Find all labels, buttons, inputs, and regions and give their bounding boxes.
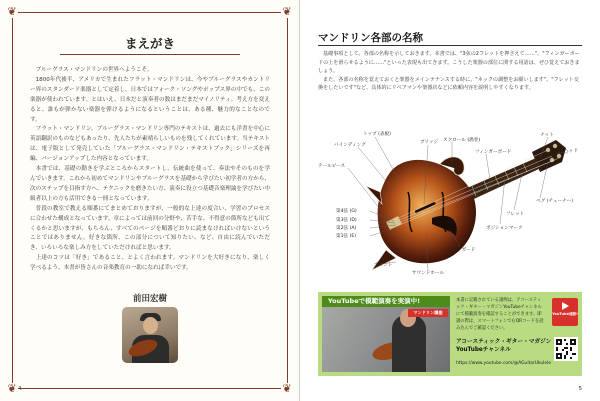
play-icon [562, 302, 569, 310]
intro-paragraph: 基礎事項として、各部の名称を示しておきます。本書では、"3弦の2フレットを押さえて……"、"フィンガーボードの上を滑らせるように……"といった表現も出てきます。こうした楽器の部位に関する用語は、ぜひ覚えておきましょう。 [318, 51, 580, 75]
label-neck: ネック [472, 187, 486, 192]
intro-paragraph: また、各部の名称を覚えておくと楽器をメインテナンスする時に、"ネックの調整をお願いします"、"フレット交換をしたいです"など、具体的にリペアマンや楽器店などに依頼内容を説明しやすくなります。 [318, 76, 579, 92]
youtube-photo [322, 307, 450, 372]
preface-paragraph: 本書では、基礎の動きを学ぶところからスタートし、伝統曲を使って、奏法やそのものを学んでいきます。これから初めてマンドリンやブルーグラスを基礎から学びたい初学者の方から、次のステップを目指す方へ、テクニックを磨きたい方、演奏に役立つ基礎音楽理論を学びたい中級者以上の方も活用できる一冊となっています。 [30, 166, 270, 202]
channel-line: アコースティック・ギター・マガジン [456, 339, 552, 345]
label-string1: 第1弦 (E) [336, 234, 357, 239]
preface-paragraph: 1800年代後半、アメリカで生まれたフラット・マンドリンは、今やブルーグラスやカントリー界のスタンダード楽器として定着し、日本ではフォーク・ソングやポップス界の中でも、この楽器が使われています。とはいえ、日本だと演奏者の数はまだまだマイノリティ。考え方を変えると、誰もが弾かない楽器を弾けるようになるということは、ある種、魅力的なことなのです。 [30, 76, 270, 123]
label-binding: バインディング [334, 143, 366, 148]
label-scroll: スクロール (渦巻) [443, 138, 481, 143]
label-fingerboard: フィンガーボード [475, 150, 512, 155]
label-tailpiece: テールピース [318, 164, 346, 169]
channel-line: YouTubeチャンネル [456, 347, 511, 353]
preface-paragraph: 上達のコツは「好き」であること、とよく言われます。マンドリンを大好きになり、楽しく学べるよう、本書が皆さんの音楽教育の一助になれば幸いです。 [30, 255, 270, 272]
section-title: マンドリン各部の名称 [318, 32, 423, 44]
preface-paragraph: フラット・マンドリン、ブルーグラス・マンドリン専門のテキストは、過去にも洋書を中心に英語翻訳のものなどもあったり、先人たちが素晴らしいものを残してくれています。当テキストは、電子版として発売していた「ブルーグラス・マンドリン・テキストブック」シリーズを再編、バージョンアップした内容となっています。 [30, 126, 270, 163]
corner-ornament-icon: ❦ [282, 5, 292, 18]
preface-paragraph: ブルーグラス・マンドリンの世界へようこそ。 [35, 67, 153, 73]
section-intro [318, 50, 582, 93]
label-head: ヘッド [564, 149, 578, 154]
youtube-description: 本書に記載されている譜例は、アコースティック・ギター・マガジンYouTubeチャンネルにて模範演奏を確認することができます。即譜の際は、スマートフォンで右QRコードを読み込んでご確認ください。 [456, 298, 544, 331]
label-peg: ペグ (チューナー) [536, 199, 574, 204]
photo-tag: マンドリン講座 [408, 309, 448, 317]
youtube-badge [552, 298, 578, 326]
label-nut: ナット [540, 133, 554, 138]
badge-label: YouTube連動! [552, 312, 578, 316]
right-page [300, 0, 600, 401]
youtube-panel [318, 292, 582, 376]
label-string2: 第2弦 (A) [336, 226, 357, 231]
author-name: 前田宏樹 [132, 294, 167, 304]
channel-url[interactable]: https://www.youtube.com/@AGuitarUkulele [456, 361, 551, 366]
label-string3: 第3弦 (D) [336, 218, 357, 223]
corner-ornament-icon: ❦ [7, 382, 17, 395]
section-divider [318, 45, 582, 46]
label-position-mark: ポジションマーク [486, 226, 523, 231]
preface-title: まえがき [124, 36, 175, 51]
label-soundhole: サウンドホール [412, 271, 445, 276]
label-fret: フレット [506, 212, 525, 217]
mandolin-diagram [300, 100, 600, 285]
preface-paragraph: 普段の教室で教える順番にてまとめておりますが、一般的な上達の度合い、学習のプロセスに合わせた構成となっています。章によっては前回の分野や、苦手な、不得意の箇所なども出てくるかと思いますが、もちろん、すべてのページを順番どおりに読まなければいけないということではありません。好きな箇所、この部分について知りたい、など、自由に読んでいただき、いろいろな楽しみ方をしていただければと思います。 [30, 205, 270, 252]
youtube-header: YouTubeで模範演奏を実演中! [322, 296, 450, 307]
mandolin-illustration [300, 100, 600, 285]
label-bridge: ブリッジ [420, 140, 439, 145]
title-divider [60, 54, 240, 55]
author-photo [122, 307, 178, 363]
page-number: 5 [578, 386, 582, 392]
corner-ornament-icon: ❦ [282, 382, 292, 395]
qr-code[interactable] [554, 337, 578, 361]
label-pickguard: ピックガード [448, 248, 476, 253]
corner-ornament-icon: ❦ [7, 5, 17, 18]
page-number: 4 [18, 386, 22, 392]
label-top: トップ (表板) [363, 132, 391, 137]
label-string4: 第4弦 (G) [336, 209, 357, 214]
label-point: ポイント [374, 263, 393, 268]
preface-body [30, 66, 270, 274]
